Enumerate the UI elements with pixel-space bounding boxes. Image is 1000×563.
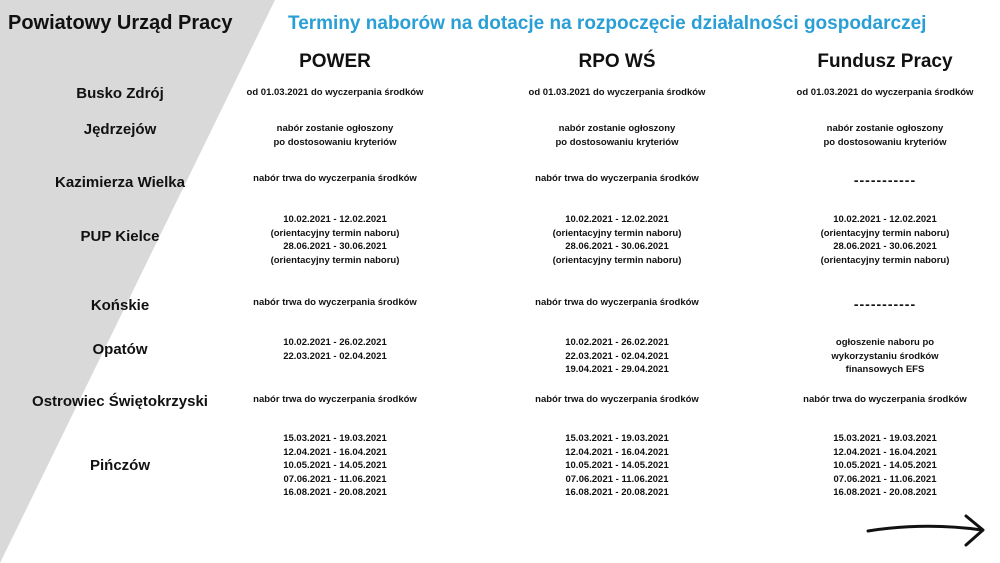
cell-line: 10.05.2021 - 14.05.2021 <box>565 460 669 472</box>
cell-line: od 01.03.2021 do wyczerpania środków <box>528 87 706 98</box>
cell-line: po dostosowaniu kryteriów <box>555 136 679 148</box>
arrow-right-icon[interactable] <box>866 512 988 550</box>
cell-line: 12.04.2021 - 16.04.2021 <box>283 446 387 458</box>
empty-cell-dash: ----------- <box>853 172 917 188</box>
table-cell <box>760 432 1000 500</box>
row-label: Busko Zdrój <box>76 85 164 102</box>
table-cell <box>760 213 1000 267</box>
cell-line: 15.03.2021 - 19.03.2021 <box>833 433 937 444</box>
cell-line: 10.05.2021 - 14.05.2021 <box>833 460 937 472</box>
cell-line: 10.02.2021 - 26.02.2021 <box>565 337 669 348</box>
cell-line: (orientacyjny termin naboru) <box>820 254 950 266</box>
table-cell <box>760 297 1000 311</box>
cell-line: 12.04.2021 - 16.04.2021 <box>565 446 669 458</box>
row-label: Ostrowiec Świętokrzyski <box>32 393 208 410</box>
table-cell <box>760 173 1000 187</box>
cell-line: nabór trwa do wyczerpania środków <box>253 297 417 308</box>
table-cell <box>492 296 742 310</box>
row-label: Kazimierza Wielka <box>55 174 185 191</box>
table-cell <box>492 213 742 267</box>
row-label: Jędrzejów <box>83 121 157 138</box>
cell-line: nabór trwa do wyczerpania środków <box>535 297 699 308</box>
cell-line: 22.03.2021 - 02.04.2021 <box>565 350 669 362</box>
table-cell <box>210 172 460 186</box>
cell-line: (orientacyjny termin naboru) <box>270 227 400 239</box>
table-cell <box>492 86 742 100</box>
table-cell <box>210 86 460 100</box>
cell-line: nabór zostanie ogłoszony <box>826 123 944 134</box>
table-cell <box>760 393 1000 407</box>
cell-line: po dostosowaniu kryteriów <box>823 136 947 148</box>
cell-line: 07.06.2021 - 11.06.2021 <box>565 473 669 485</box>
table-cell <box>492 122 742 149</box>
page-title: Terminy naborów na dotacje na rozpoczęcie działalności gospodarczej <box>288 13 927 34</box>
cell-line: (orientacyjny termin naboru) <box>552 227 682 239</box>
cell-line: nabór trwa do wyczerpania środków <box>535 173 699 184</box>
cell-line: ogłoszenie naboru po <box>835 337 935 348</box>
table-cell <box>760 336 1000 377</box>
table-cell <box>760 122 1000 149</box>
cell-line: (orientacyjny termin naboru) <box>820 227 950 239</box>
cell-line: 10.05.2021 - 14.05.2021 <box>283 460 387 472</box>
cell-line: (orientacyjny termin naboru) <box>552 254 682 266</box>
cell-line: 15.03.2021 - 19.03.2021 <box>565 433 669 444</box>
empty-cell-dash: ----------- <box>853 296 917 312</box>
table-cell <box>210 296 460 310</box>
cell-line: wykorzystaniu środków <box>831 350 939 362</box>
cell-line: (orientacyjny termin naboru) <box>270 254 400 266</box>
cell-line: 15.03.2021 - 19.03.2021 <box>283 433 387 444</box>
cell-line: nabór trwa do wyczerpania środków <box>253 173 417 184</box>
cell-line: 12.04.2021 - 16.04.2021 <box>833 446 937 458</box>
table-cell <box>210 213 460 267</box>
cell-line: 10.02.2021 - 12.02.2021 <box>283 214 387 225</box>
table-cell <box>492 336 742 377</box>
table-cell <box>210 432 460 500</box>
cell-line: od 01.03.2021 do wyczerpania środków <box>796 87 974 98</box>
column-header-fundusz-pracy: Fundusz Pracy <box>817 51 953 72</box>
cell-line: 10.02.2021 - 12.02.2021 <box>833 214 937 225</box>
cell-line: 28.06.2021 - 30.06.2021 <box>833 241 937 253</box>
cell-line: nabór zostanie ogłoszony <box>558 123 676 134</box>
cell-line: nabór trwa do wyczerpania środków <box>535 394 699 405</box>
row-label: PUP Kielce <box>80 228 160 245</box>
table-cell <box>760 86 1000 100</box>
cell-line: 10.02.2021 - 12.02.2021 <box>565 214 669 225</box>
table-cell <box>210 122 460 149</box>
table-cell <box>210 336 460 363</box>
cell-line: finansowych EFS <box>845 364 925 376</box>
cell-line: nabór trwa do wyczerpania środków <box>803 394 967 405</box>
cell-line: nabór zostanie ogłoszony <box>276 123 394 134</box>
cell-line: 16.08.2021 - 20.08.2021 <box>565 487 669 499</box>
row-label: Końskie <box>90 297 150 314</box>
cell-line: 07.06.2021 - 11.06.2021 <box>283 473 387 485</box>
row-label: Opatów <box>92 341 148 358</box>
cell-line: od 01.03.2021 do wyczerpania środków <box>246 87 424 98</box>
cell-line: 28.06.2021 - 30.06.2021 <box>565 241 669 253</box>
table-cell <box>492 432 742 500</box>
cell-line: 16.08.2021 - 20.08.2021 <box>833 487 937 499</box>
org-title: Powiatowy Urząd Pracy <box>8 12 233 34</box>
cell-line: 10.02.2021 - 26.02.2021 <box>283 337 387 348</box>
table-cell <box>492 172 742 186</box>
column-header-rpo: RPO WŚ <box>578 51 656 72</box>
cell-line: 28.06.2021 - 30.06.2021 <box>283 241 387 253</box>
cell-line: po dostosowaniu kryteriów <box>273 136 397 148</box>
cell-line: 22.03.2021 - 02.04.2021 <box>283 350 387 362</box>
column-header-power: POWER <box>299 51 371 72</box>
row-label: Pińczów <box>89 457 150 474</box>
table-cell <box>210 393 460 407</box>
cell-line: 16.08.2021 - 20.08.2021 <box>283 487 387 499</box>
cell-line: 19.04.2021 - 29.04.2021 <box>565 364 669 376</box>
cell-line: 07.06.2021 - 11.06.2021 <box>833 473 937 485</box>
cell-line: nabór trwa do wyczerpania środków <box>253 394 417 405</box>
table-cell <box>492 393 742 407</box>
